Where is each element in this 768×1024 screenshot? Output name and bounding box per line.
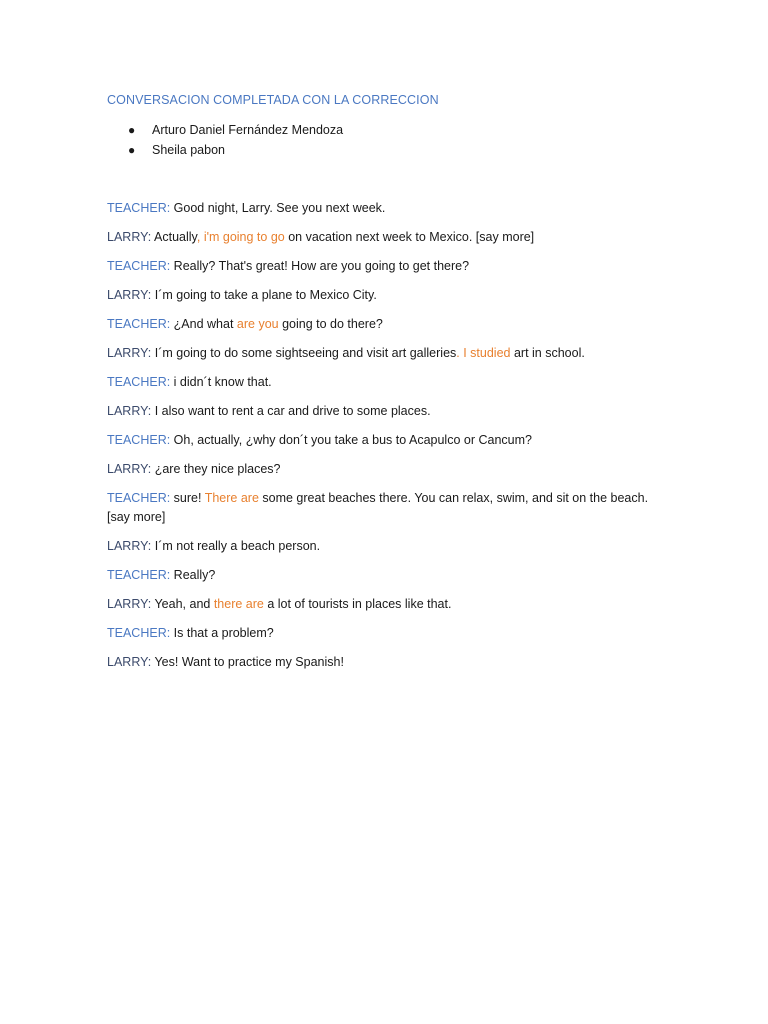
speaker-larry: LARRY: [107, 462, 152, 476]
speaker-larry: LARRY: [107, 655, 152, 669]
dialog-text: art in school. [510, 346, 585, 360]
speaker-teacher: TEACHER: [107, 259, 171, 273]
dialog-text: sure! [170, 491, 205, 505]
dialog-line [107, 315, 652, 334]
dialog-line [107, 373, 652, 392]
dialog-text: on vacation next week to Mexico. [say more] [284, 230, 535, 244]
correction-text: there are [213, 597, 264, 611]
correction-text: , i'm going to go [196, 230, 285, 244]
dialog-line [107, 199, 652, 218]
speaker-teacher: TEACHER: [107, 433, 171, 447]
bullet-icon: ● [128, 143, 136, 157]
speaker-larry: LARRY: [107, 539, 152, 553]
dialog-line [107, 402, 652, 421]
dialog-line [107, 228, 652, 247]
dialog-line [107, 595, 652, 614]
dialog-line [107, 537, 652, 556]
dialog-line [107, 624, 652, 643]
dialog-line [107, 286, 652, 305]
dialog-text: going to do there? [278, 317, 383, 331]
bullet-icon: ● [128, 123, 136, 137]
dialog-text: Is that a problem? [170, 626, 274, 640]
speaker-larry: LARRY: [107, 346, 152, 360]
dialog-line [107, 431, 652, 450]
dialog-text: I´m going to do some sightseeing and visit art galleries [151, 346, 457, 360]
author-item [128, 142, 343, 162]
correction-text: are you [236, 317, 279, 331]
dialog-line [107, 566, 652, 585]
dialog-text: I´m not really a beach person. [151, 539, 321, 553]
dialog-text: I´m going to take a plane to Mexico City. [151, 288, 377, 302]
dialog-text: Really? [170, 568, 216, 582]
speaker-larry: LARRY: [107, 597, 152, 611]
speaker-larry: LARRY: [107, 288, 152, 302]
speaker-teacher: TEACHER: [107, 491, 171, 505]
dialog-text: i didn´t know that. [170, 375, 272, 389]
dialog-text: a lot of tourists in places like that. [263, 597, 452, 611]
speaker-larry: LARRY: [107, 230, 152, 244]
correction-text: There are [204, 491, 259, 505]
dialog-text: ¿are they nice places? [151, 462, 281, 476]
dialog-line [107, 460, 652, 479]
correction-text: . I studied [456, 346, 511, 360]
speaker-teacher: TEACHER: [107, 568, 171, 582]
speaker-teacher: TEACHER: [107, 201, 171, 215]
dialog-line [107, 344, 652, 363]
dialog-text: Actually [151, 230, 197, 244]
speaker-larry: LARRY: [107, 404, 152, 418]
dialog-text: Yeah, and [151, 597, 214, 611]
speaker-teacher: TEACHER: [107, 626, 171, 640]
dialog-line [107, 257, 652, 276]
conversation [107, 199, 652, 682]
dialog-text: some great beaches there. You can relax, swim, and sit on the beach. [say more] [107, 491, 649, 524]
speaker-teacher: TEACHER: [107, 317, 171, 331]
author-item [128, 122, 343, 142]
document-title: CONVERSACION COMPLETADA CON LA CORRECCION [107, 93, 439, 107]
author-name: Sheila pabon [152, 143, 225, 157]
author-list [128, 122, 343, 162]
dialog-line [107, 489, 652, 527]
dialog-text: Yes! Want to practice my Spanish! [151, 655, 344, 669]
dialog-text: ¿And what [170, 317, 237, 331]
author-name: Arturo Daniel Fernández Mendoza [152, 123, 344, 137]
speaker-teacher: TEACHER: [107, 375, 171, 389]
dialog-text: Good night, Larry. See you next week. [170, 201, 386, 215]
dialog-line [107, 653, 652, 672]
dialog-text: Really? That's great! How are you going to get there? [170, 259, 470, 273]
dialog-text: Oh, actually, ¿why don´t you take a bus to Acapulco or Cancum? [170, 433, 532, 447]
dialog-text: I also want to rent a car and drive to some places. [151, 404, 431, 418]
